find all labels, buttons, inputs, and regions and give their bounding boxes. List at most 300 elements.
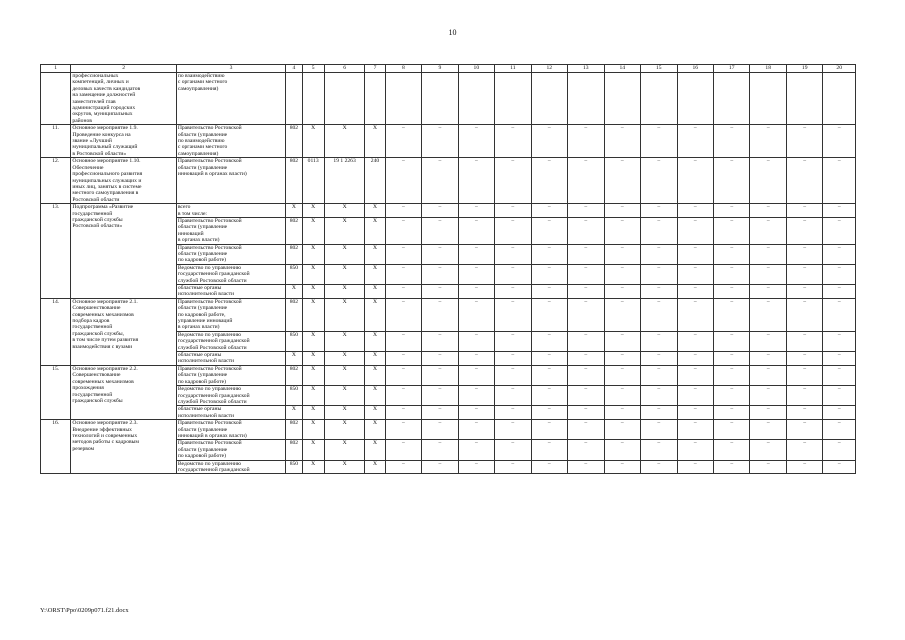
value-cell: – — [786, 386, 822, 406]
row-number: 11. — [41, 125, 71, 158]
value-cell: – — [641, 352, 677, 366]
code-cell-c4 — [286, 73, 302, 125]
value-cell: – — [713, 285, 749, 299]
value-cell: – — [531, 285, 567, 299]
code-cell-c6: Х — [324, 386, 365, 406]
value-cell: – — [713, 264, 749, 284]
value-cell: – — [713, 365, 749, 385]
row-number: 13. — [41, 204, 71, 299]
value-cell — [786, 73, 822, 125]
table-row — [41, 125, 856, 158]
column-header-15: 15 — [641, 65, 677, 73]
value-cell: – — [568, 158, 604, 204]
row-number: 14. — [41, 298, 71, 365]
code-cell-c6: Х — [324, 217, 365, 244]
value-cell: – — [385, 217, 421, 244]
value-cell: – — [677, 285, 713, 299]
code-cell-c6: Х — [324, 352, 365, 366]
value-cell: – — [531, 440, 567, 460]
value-cell: – — [750, 420, 786, 440]
value-cell: – — [786, 158, 822, 204]
executor-cell: областные органы исполнительной власти — [176, 406, 285, 420]
value-cell: – — [458, 406, 494, 420]
value-cell: – — [422, 352, 458, 366]
code-cell-c6: Х — [324, 406, 365, 420]
value-cell — [458, 73, 494, 125]
code-cell-c4: 850 — [286, 460, 302, 474]
activity-name: Основное мероприятие 2.3. Внедрение эффективных технологий и современных методов работы с кадровым резервом — [71, 420, 176, 474]
value-cell: – — [422, 204, 458, 218]
budget-table-container — [40, 64, 856, 474]
value-cell: – — [604, 440, 640, 460]
value-cell: – — [713, 386, 749, 406]
value-cell: – — [823, 420, 856, 440]
column-header-4: 4 — [286, 65, 302, 73]
value-cell: – — [823, 386, 856, 406]
value-cell: – — [385, 365, 421, 385]
code-cell-c7: Х — [365, 204, 385, 218]
executor-cell: Правительство Ростовской области (управление по взаимодействию с органами местного самоуправления) — [176, 125, 285, 158]
value-cell: – — [713, 217, 749, 244]
value-cell: – — [641, 460, 677, 474]
value-cell — [713, 73, 749, 125]
executor-cell: Правительство Ростовской области (управление по кадровой работе, управление инноваций в органах власти) — [176, 298, 285, 331]
value-cell: – — [604, 406, 640, 420]
value-cell: – — [385, 244, 421, 264]
value-cell: – — [422, 365, 458, 385]
code-cell-c4: Х — [286, 285, 302, 299]
executor-cell: Ведомство по управлению государственной гражданской службой Ростовской области — [176, 331, 285, 351]
value-cell: – — [495, 352, 531, 366]
code-cell-c6: Х — [324, 285, 365, 299]
code-cell-c6 — [324, 73, 365, 125]
table-body — [41, 73, 856, 474]
value-cell: – — [495, 440, 531, 460]
row-number: 16. — [41, 420, 71, 474]
executor-cell: Ведомство по управлению государственной гражданской службой Ростовской области — [176, 264, 285, 284]
value-cell: – — [750, 365, 786, 385]
column-header-16: 16 — [677, 65, 713, 73]
value-cell: – — [568, 406, 604, 420]
value-cell: – — [641, 204, 677, 218]
executor-cell: Правительство Ростовской области (управление инноваций в органах власти) — [176, 420, 285, 440]
value-cell: – — [495, 406, 531, 420]
value-cell: – — [750, 285, 786, 299]
value-cell: – — [458, 440, 494, 460]
code-cell-c4: Х — [286, 204, 302, 218]
code-cell-c6: 19 1 2263 — [324, 158, 365, 204]
value-cell — [641, 73, 677, 125]
code-cell-c4: 802 — [286, 158, 302, 204]
code-cell-c5: Х — [302, 365, 324, 385]
code-cell-c6: Х — [324, 264, 365, 284]
value-cell: – — [786, 352, 822, 366]
value-cell: – — [786, 217, 822, 244]
value-cell: – — [568, 125, 604, 158]
code-cell-c4: Х — [286, 352, 302, 366]
value-cell: – — [786, 420, 822, 440]
value-cell: – — [458, 331, 494, 351]
value-cell: – — [422, 244, 458, 264]
code-cell-c5: Х — [302, 460, 324, 474]
value-cell: – — [713, 331, 749, 351]
value-cell: – — [786, 460, 822, 474]
value-cell: – — [458, 204, 494, 218]
code-cell-c7: Х — [365, 217, 385, 244]
code-cell-c7: Х — [365, 352, 385, 366]
code-cell-c6: Х — [324, 298, 365, 331]
code-cell-c4: 802 — [286, 365, 302, 385]
value-cell: – — [458, 365, 494, 385]
code-cell-c4: 850 — [286, 386, 302, 406]
value-cell: – — [604, 331, 640, 351]
value-cell: – — [750, 217, 786, 244]
value-cell: – — [422, 285, 458, 299]
value-cell: – — [750, 440, 786, 460]
table-row — [41, 158, 856, 204]
value-cell: – — [604, 298, 640, 331]
value-cell: – — [604, 460, 640, 474]
value-cell: – — [422, 440, 458, 460]
value-cell: – — [531, 204, 567, 218]
code-cell-c5: Х — [302, 386, 324, 406]
value-cell: – — [604, 420, 640, 440]
value-cell: – — [677, 264, 713, 284]
code-cell-c6: Х — [324, 244, 365, 264]
code-cell-c5: Х — [302, 352, 324, 366]
executor-cell: Правительство Ростовской области (управление по кадровой работе) — [176, 440, 285, 460]
value-cell — [750, 73, 786, 125]
value-cell: – — [823, 244, 856, 264]
value-cell: – — [495, 420, 531, 440]
value-cell: – — [713, 244, 749, 264]
value-cell: – — [531, 298, 567, 331]
value-cell: – — [568, 352, 604, 366]
column-header-18: 18 — [750, 65, 786, 73]
executor-cell: областные органы исполнительной власти — [176, 352, 285, 366]
column-header-2: 2 — [71, 65, 176, 73]
code-cell-c4: 802 — [286, 217, 302, 244]
value-cell: – — [495, 244, 531, 264]
code-cell-c7: Х — [365, 365, 385, 385]
value-cell: – — [458, 158, 494, 204]
activity-name: Основное мероприятие 2.1. Совершенствование современных механизмов подбора кадров государственной гражданской службы, в том числе путем развития взаимодействия с вузами — [71, 298, 176, 365]
column-header-8: 8 — [385, 65, 421, 73]
value-cell: – — [531, 244, 567, 264]
value-cell: – — [568, 365, 604, 385]
value-cell: – — [458, 264, 494, 284]
activity-name: Основное мероприятие 1.10. Обеспечение профессионального развития муниципальных служащих и иных лиц, занятых в системе местного самоуправления в Ростовской области — [71, 158, 176, 204]
value-cell: – — [713, 298, 749, 331]
value-cell: – — [568, 285, 604, 299]
code-cell-c7: Х — [365, 298, 385, 331]
value-cell: – — [531, 352, 567, 366]
value-cell: – — [786, 204, 822, 218]
code-cell-c4: 802 — [286, 440, 302, 460]
value-cell: – — [495, 158, 531, 204]
code-cell-c4: Х — [286, 406, 302, 420]
footer-file-path: Y:\ORST\Ppo\0209p071.f21.docx — [40, 607, 129, 614]
value-cell: – — [750, 298, 786, 331]
value-cell: – — [385, 285, 421, 299]
value-cell: – — [495, 264, 531, 284]
value-cell: – — [531, 125, 567, 158]
value-cell: – — [677, 365, 713, 385]
value-cell: – — [495, 386, 531, 406]
value-cell: – — [531, 264, 567, 284]
table-row — [41, 73, 856, 125]
value-cell — [823, 73, 856, 125]
activity-name: Основное мероприятие 1.9. Проведение конкурса на звание «Лучший муниципальный служащий в Ростовской области» — [71, 125, 176, 158]
value-cell — [531, 73, 567, 125]
value-cell: – — [641, 158, 677, 204]
activity-name: профессиональных компетенций, личных и деловых качеств кандидатов на замещение должностей заместителей глав администраций городских округов, муниципальных районов — [71, 73, 176, 125]
value-cell: – — [641, 420, 677, 440]
code-cell-c5: Х — [302, 244, 324, 264]
value-cell: – — [641, 285, 677, 299]
value-cell: – — [604, 365, 640, 385]
value-cell: – — [531, 331, 567, 351]
value-cell: – — [750, 125, 786, 158]
column-header-17: 17 — [713, 65, 749, 73]
value-cell: – — [713, 460, 749, 474]
value-cell: – — [677, 217, 713, 244]
value-cell: – — [531, 386, 567, 406]
value-cell: – — [422, 217, 458, 244]
value-cell: – — [385, 125, 421, 158]
value-cell: – — [823, 264, 856, 284]
value-cell: – — [604, 125, 640, 158]
value-cell: – — [823, 406, 856, 420]
value-cell: – — [458, 298, 494, 331]
code-cell-c7: Х — [365, 285, 385, 299]
row-number: 12. — [41, 158, 71, 204]
value-cell: – — [458, 125, 494, 158]
value-cell — [385, 73, 421, 125]
executor-cell: Правительство Ростовской области (управление инноваций в органах власти) — [176, 217, 285, 244]
value-cell: – — [823, 440, 856, 460]
value-cell: – — [786, 406, 822, 420]
value-cell: – — [568, 460, 604, 474]
value-cell: – — [385, 158, 421, 204]
code-cell-c6: Х — [324, 420, 365, 440]
code-cell-c6: Х — [324, 440, 365, 460]
value-cell: – — [641, 217, 677, 244]
value-cell: – — [385, 406, 421, 420]
value-cell: – — [677, 125, 713, 158]
executor-cell: областные органы исполнительной власти — [176, 285, 285, 299]
value-cell: – — [604, 285, 640, 299]
value-cell: – — [568, 244, 604, 264]
value-cell: – — [385, 386, 421, 406]
code-cell-c6: Х — [324, 331, 365, 351]
value-cell: – — [422, 298, 458, 331]
value-cell: – — [750, 204, 786, 218]
value-cell: – — [422, 460, 458, 474]
code-cell-c7: Х — [365, 125, 385, 158]
table-row — [41, 298, 856, 331]
value-cell — [677, 73, 713, 125]
value-cell: – — [786, 331, 822, 351]
value-cell: – — [677, 298, 713, 331]
value-cell: – — [677, 204, 713, 218]
code-cell-c4: 850 — [286, 264, 302, 284]
code-cell-c4: 802 — [286, 420, 302, 440]
value-cell: – — [604, 264, 640, 284]
value-cell: – — [495, 365, 531, 385]
value-cell: – — [531, 460, 567, 474]
value-cell: – — [495, 125, 531, 158]
value-cell: – — [823, 298, 856, 331]
value-cell: – — [641, 406, 677, 420]
value-cell: – — [677, 331, 713, 351]
value-cell: – — [713, 352, 749, 366]
column-header-14: 14 — [604, 65, 640, 73]
value-cell: – — [385, 204, 421, 218]
column-header-20: 20 — [823, 65, 856, 73]
value-cell: – — [458, 217, 494, 244]
executor-cell: Правительство Ростовской области (управление по кадровой работе) — [176, 365, 285, 385]
code-cell-c7: Х — [365, 440, 385, 460]
value-cell: – — [385, 264, 421, 284]
value-cell: – — [604, 352, 640, 366]
value-cell: – — [458, 420, 494, 440]
page-number: 10 — [448, 28, 457, 37]
value-cell: – — [458, 460, 494, 474]
value-cell: – — [823, 365, 856, 385]
value-cell: – — [495, 331, 531, 351]
value-cell: – — [604, 244, 640, 264]
value-cell: – — [823, 352, 856, 366]
value-cell: – — [750, 331, 786, 351]
value-cell: – — [641, 264, 677, 284]
value-cell — [568, 73, 604, 125]
value-cell: – — [823, 204, 856, 218]
row-number — [41, 73, 71, 125]
value-cell: – — [823, 285, 856, 299]
value-cell: – — [641, 440, 677, 460]
budget-table — [40, 64, 856, 474]
value-cell: – — [641, 298, 677, 331]
value-cell: – — [713, 440, 749, 460]
value-cell: – — [641, 331, 677, 351]
value-cell: – — [677, 244, 713, 264]
value-cell: – — [422, 406, 458, 420]
value-cell: – — [641, 386, 677, 406]
value-cell: – — [531, 420, 567, 440]
value-cell: – — [422, 420, 458, 440]
executor-cell: Ведомство по управлению государственной гражданской службой Ростовской области — [176, 386, 285, 406]
value-cell: – — [641, 125, 677, 158]
value-cell: – — [604, 217, 640, 244]
code-cell-c7: Х — [365, 460, 385, 474]
value-cell: – — [641, 244, 677, 264]
value-cell: – — [568, 440, 604, 460]
value-cell: – — [677, 460, 713, 474]
value-cell: – — [495, 217, 531, 244]
value-cell: – — [495, 285, 531, 299]
code-cell-c5: Х — [302, 331, 324, 351]
value-cell: – — [713, 158, 749, 204]
code-cell-c7: Х — [365, 244, 385, 264]
value-cell: – — [422, 125, 458, 158]
value-cell: – — [823, 460, 856, 474]
activity-name: Основное мероприятие 2.2. Совершенствование современных механизмов прохождения государственной гражданской службы — [71, 365, 176, 419]
value-cell: – — [568, 217, 604, 244]
code-cell-c4: 802 — [286, 298, 302, 331]
code-cell-c7: 240 — [365, 158, 385, 204]
value-cell: – — [750, 386, 786, 406]
value-cell: – — [750, 352, 786, 366]
column-header-6: 6 — [324, 65, 365, 73]
code-cell-c7: Х — [365, 406, 385, 420]
code-cell-c7: Х — [365, 420, 385, 440]
column-header-1: 1 — [41, 65, 71, 73]
value-cell: – — [713, 125, 749, 158]
value-cell: – — [422, 264, 458, 284]
value-cell: – — [495, 298, 531, 331]
table-row — [41, 365, 856, 385]
row-number: 15. — [41, 365, 71, 419]
value-cell: – — [823, 331, 856, 351]
column-header-3: 3 — [176, 65, 285, 73]
value-cell: – — [568, 204, 604, 218]
value-cell: – — [385, 460, 421, 474]
value-cell: – — [713, 406, 749, 420]
value-cell: – — [385, 420, 421, 440]
value-cell: – — [823, 217, 856, 244]
value-cell: – — [422, 331, 458, 351]
executor-cell: Ведомство по управлению государственной гражданской — [176, 460, 285, 474]
table-row — [41, 420, 856, 440]
value-cell: – — [750, 264, 786, 284]
value-cell: – — [568, 420, 604, 440]
code-cell-c5: Х — [302, 298, 324, 331]
code-cell-c7: Х — [365, 386, 385, 406]
value-cell: – — [568, 331, 604, 351]
column-number-header-row — [41, 65, 856, 73]
value-cell: – — [495, 204, 531, 218]
executor-cell: Правительство Ростовской области (управление инноваций в органах власти) — [176, 158, 285, 204]
executor-cell: Правительство Ростовской области (управление по кадровой работе) — [176, 244, 285, 264]
code-cell-c7 — [365, 73, 385, 125]
value-cell: – — [458, 285, 494, 299]
code-cell-c4: 802 — [286, 125, 302, 158]
code-cell-c6: Х — [324, 125, 365, 158]
value-cell: – — [823, 125, 856, 158]
code-cell-c4: 802 — [286, 244, 302, 264]
code-cell-c5: Х — [302, 285, 324, 299]
value-cell: – — [604, 386, 640, 406]
value-cell: – — [531, 406, 567, 420]
value-cell: – — [385, 440, 421, 460]
value-cell: – — [677, 406, 713, 420]
value-cell: – — [750, 406, 786, 420]
column-header-19: 19 — [786, 65, 822, 73]
value-cell: – — [786, 264, 822, 284]
value-cell: – — [786, 298, 822, 331]
value-cell: – — [750, 158, 786, 204]
value-cell: – — [677, 420, 713, 440]
code-cell-c5: Х — [302, 440, 324, 460]
value-cell: – — [786, 285, 822, 299]
column-header-12: 12 — [531, 65, 567, 73]
value-cell: – — [458, 244, 494, 264]
value-cell: – — [422, 158, 458, 204]
value-cell: – — [531, 158, 567, 204]
column-header-7: 7 — [365, 65, 385, 73]
value-cell: – — [568, 298, 604, 331]
